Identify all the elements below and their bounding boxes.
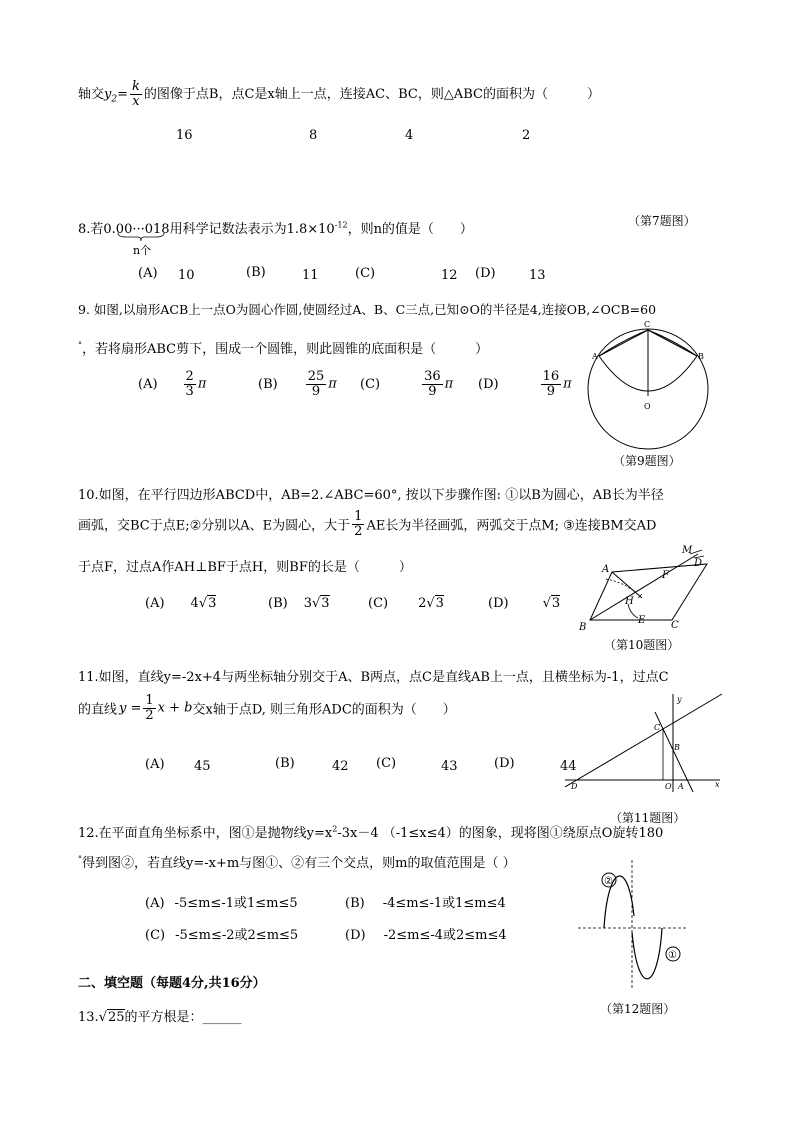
q12-label-one: ①: [668, 950, 677, 961]
q10-label-e: E: [638, 615, 646, 626]
q8-option-c-value: 12: [441, 268, 458, 283]
q7-option-a: 16: [176, 128, 193, 143]
q8-option-a-letter: (A): [138, 266, 158, 281]
q10-label-b: B: [579, 622, 587, 633]
q8-option-a-value: 10: [178, 268, 195, 283]
q10-label-h: H: [625, 596, 634, 607]
q9-figure-caption: （第9题图）: [613, 454, 681, 468]
q8-option-d-value: 13: [529, 268, 546, 283]
q11-figure: [565, 692, 725, 802]
q12-label-two: ②: [604, 876, 613, 887]
q10-option-a: (A) 4√3: [145, 596, 217, 611]
q9-label-a: A: [592, 352, 598, 361]
q11-option-a-letter: (A): [145, 757, 165, 772]
q11-label-a: A: [678, 782, 684, 791]
q8-option-b-value: 11: [302, 268, 319, 283]
q7-option-c: 4: [405, 128, 414, 143]
q11-option-d-letter: (D): [494, 756, 515, 771]
q11-label-b: B: [674, 743, 680, 752]
q11-label-c: C: [654, 723, 661, 732]
q11-option-b-letter: (B): [275, 756, 295, 771]
q11-label-y: y: [677, 695, 682, 704]
q11-option-a-value: 45: [194, 759, 211, 774]
q11-label-o: O: [665, 782, 672, 791]
q10-label-c: C: [671, 620, 679, 631]
q8-option-c-letter: (C): [355, 266, 376, 281]
q9-figure: [585, 316, 730, 451]
q10-line2: 画弧，交BC于点E;②分别以A、E为圆心，大于 $\frac{1}{2}$ AE长为半径画弧，两弧交于点M; ③连接BM交AD: [78, 509, 657, 539]
q11-line1: 11.如图，直线y=-2x+4与两坐标轴分别交于A、B两点，点C是直线AB上一点，且横坐标为-1，过点C: [78, 670, 669, 685]
q12-option-d: (D) -2≤m≤-4或2≤m≤4: [345, 928, 507, 943]
q10-figure: [572, 542, 722, 634]
q10-label-d: D: [694, 558, 703, 569]
q7-line: 轴交$y_2=$ $\frac{k}{x}$ 的图像于点B，点C是x轴上一点，连接AC、BC，则△ABC的面积为（ ）: [78, 79, 600, 109]
q12-option-b: (B) -4≤m≤-1或1≤m≤4: [345, 896, 506, 911]
q12-option-a: (A) -5≤m≤-1或1≤m≤5: [145, 896, 298, 911]
q7-option-d: 2: [522, 128, 531, 143]
q10-line3: 于点F，过点A作AH⊥BF于点H，则BF的长是（ ）: [78, 560, 412, 575]
q7-suffix: 的图像于点B，点C是x轴上一点，连接AC、BC，则△ABC的面积为（ ）: [143, 87, 600, 102]
q9-line2: °，若将扇形ABC剪下，围成一个圆锥，则此圆锥的底面积是（ ）: [78, 340, 489, 357]
q10-figure-caption: （第10题图）: [604, 638, 680, 652]
q9-option-b: (B) $\frac{25}{9}$ π: [258, 369, 337, 399]
q12-line2: °得到图②，若直线y=-x+m与图①、②有三个交点，则m的取值范围是（ ）: [78, 854, 516, 871]
q9-line1: 9. 如图,以扇形ACB上一点O为圆心作圆,使圆经过A、B、C三点,已知⊙O的半径是4,连接OB,∠OCB=60: [78, 302, 657, 317]
q12-line1: 12.在平面直角坐标系中，图①是抛物线$y=x^2-3x-4$ （-1≤x≤4）的图象，现将图①绕原点O旋转180: [78, 824, 664, 841]
q9-label-b: B: [698, 352, 704, 361]
q9-option-a: (A) $\frac{2}{3}$ π: [138, 369, 207, 399]
q12-figure: [576, 858, 692, 990]
q12-option-c: (C) -5≤m≤-2或2≤m≤5: [145, 928, 299, 943]
q7-option-b: 8: [309, 128, 318, 143]
q9-label-o: O: [644, 402, 651, 411]
q11-line2: 的直线 y = $\frac{1}{2}$ x + b交x轴于点D, 则三角形ADC的面积为（ ）: [78, 693, 456, 723]
q12-figure-caption: （第12题图）: [600, 1002, 676, 1016]
q11-option-d-value: 44: [560, 759, 577, 774]
q7-figure-caption: （第7题图）: [628, 214, 696, 228]
q11-label-d: D: [571, 782, 578, 791]
q8-underbrace: [116, 232, 166, 242]
q7-prefix: 轴交: [78, 87, 105, 102]
q10-option-d: (D) √3: [488, 596, 561, 611]
q13-line: 13.√25的平方根是：______: [78, 1010, 242, 1025]
q9-option-c: (C) $\frac{36}{9}$ π: [360, 369, 454, 399]
q11-figure-caption: （第11题图）: [610, 811, 686, 825]
q10-label-f: F: [662, 570, 669, 581]
q10-option-b: (B) 3√3: [268, 596, 330, 611]
q9-option-d: (D) $\frac{16}{9}$ π: [478, 369, 572, 399]
q10-line1: 10.如图，在平行四边形ABCD中，AB=2.∠ABC=60°, 按以下步骤作图: ①以B为圆心，AB长为半径: [78, 488, 664, 503]
q7-y2: $y_2$: [104, 87, 118, 105]
q11-label-x: x: [715, 780, 720, 789]
section-title: 二、填空题（每题4分,共16分）: [78, 976, 266, 991]
q11-option-b-value: 42: [332, 759, 349, 774]
q10-option-c: (C) 2√3: [368, 596, 444, 611]
q8-line: 8.若0.00···018用科学记数法表示为$1.8\times 10^{-12}$，则n的值是（ ）: [78, 220, 473, 237]
q8-option-b-letter: (B): [246, 265, 266, 280]
q10-label-a: A: [602, 564, 610, 575]
q8-brace-label: n个: [133, 244, 152, 257]
q10-label-m: M: [682, 545, 693, 556]
q8-option-d-letter: (D): [475, 266, 496, 281]
q9-label-c: C: [644, 320, 651, 329]
q11-option-c-letter: (C): [376, 756, 397, 771]
q11-option-c-value: 43: [441, 759, 458, 774]
q8-number: 0.00···018: [103, 222, 170, 237]
q7-fraction: $\frac{k}{x}$: [132, 79, 140, 109]
